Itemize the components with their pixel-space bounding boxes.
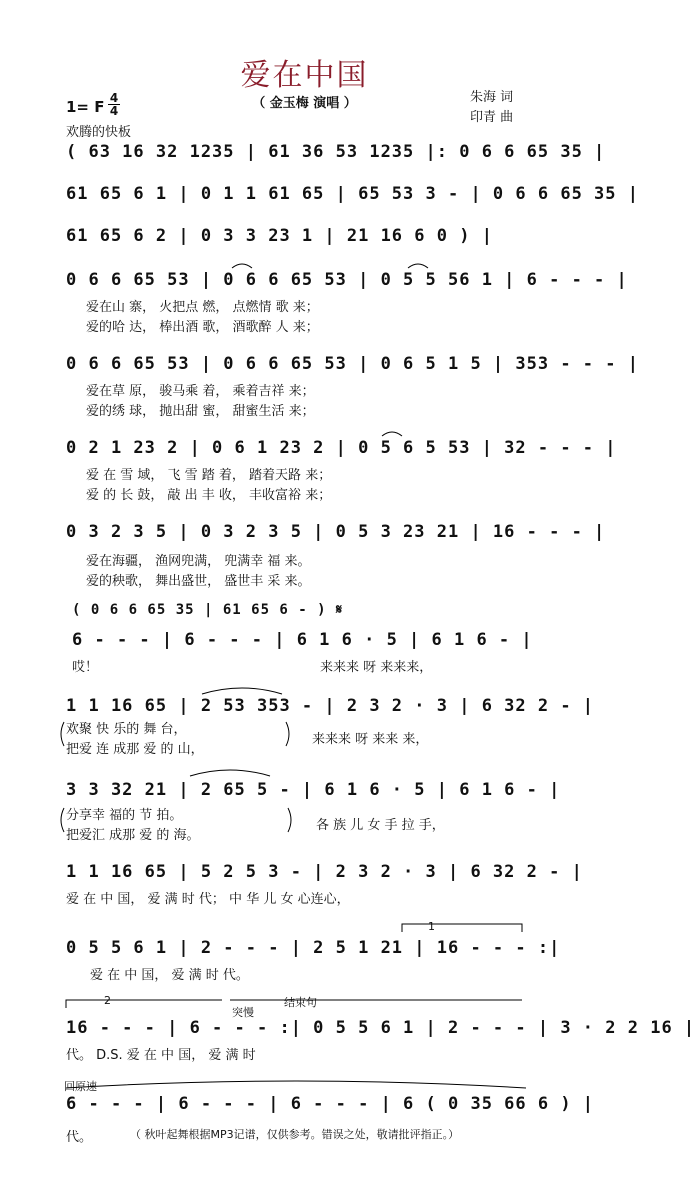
lyric-line-12: 把爱 连 成那 爱 的 山， xyxy=(66,742,204,757)
time-signature-top: 4 xyxy=(109,91,119,105)
slur-5 xyxy=(190,770,270,776)
notation-line-5: 0 6 6 65 53 | 0 6 6 65 53 | 0 6 5 1 5 | 353 - - - | xyxy=(66,354,639,374)
lyric-line-9: 哎！ xyxy=(72,660,99,675)
lyric-line-7: 爱在海疆， 渔网兜满， 兜满幸 福 来。 xyxy=(86,554,311,569)
slur-2 xyxy=(408,264,428,268)
singer-credit: （ 金玉梅 演唱 ） xyxy=(252,96,357,111)
notation-line-9: 1 1 16 65 | 2 53 353 - | 2 3 2 · 3 | 6 32 2 - | xyxy=(66,696,595,716)
notation-line-10: 3 3 32 21 | 2 65 5 - | 6 1 6 · 5 | 6 1 6 - | xyxy=(66,780,561,800)
volta-1-bracket xyxy=(402,924,522,932)
lyric-line-15: 把爱汇 成那 爱 的 海。 xyxy=(66,828,200,843)
page-title: 爱在中国 xyxy=(240,58,369,93)
ending-marking: 结束句 xyxy=(284,996,317,1009)
notation-line-3: 61 65 6 2 | 0 3 3 23 1 | 21 16 6 0 ) | xyxy=(66,226,493,246)
lyric-line-20: 代。 xyxy=(66,1130,93,1145)
lyric-line-14: 分享幸 福的 节 拍。 xyxy=(66,808,183,823)
time-signature-bottom: 4 xyxy=(109,104,119,118)
left-brace-2 xyxy=(61,808,64,832)
notation-line-6: 0 2 1 23 2 | 0 6 1 23 2 | 0 5 6 5 53 | 32 - - - | xyxy=(66,438,617,458)
notation-line-2: 61 65 6 1 | 0 1 1 61 65 | 65 53 3 - | 0 6 6 65 35 | xyxy=(66,184,639,204)
composer-credit: 印青 曲 xyxy=(470,110,514,125)
slur-3 xyxy=(382,432,402,436)
notation-line-11: 1 1 16 65 | 5 2 5 3 - | 2 3 2 · 3 | 6 32 2 - | xyxy=(66,862,583,882)
notation-line-12: 0 5 5 6 1 | 2 - - - | 2 5 1 21 | 16 - - - :| xyxy=(66,938,561,958)
footnote: （ 秋叶起舞根据MP3记谱，仅供参考。错误之处，敬请批评指正。） xyxy=(130,1128,460,1141)
long-tie xyxy=(66,1081,526,1088)
lyric-line-17: 爱 在 中 国， 爱 满 时 代； 中 华 儿 女 心连心， xyxy=(66,892,350,907)
tempo-marking: 欢腾的快板 xyxy=(66,125,132,140)
lyricist-credit: 朱海 词 xyxy=(470,90,514,105)
lyric-line-3: 爱在草 原， 骏马乘 着， 乘着吉祥 来； xyxy=(86,384,315,399)
lyric-line-2: 爱的哈 达， 棒出酒 歌， 酒歌醉 人 来； xyxy=(86,320,319,335)
slur-1 xyxy=(232,264,252,268)
notation-line-13: 16 - - - | 6 - - - :| 0 5 5 6 1 | 2 - - - | 3 · 2 2 16 | xyxy=(66,1018,695,1038)
right-brace-1 xyxy=(286,722,289,746)
lyric-line-8: 爱的秧歌， 舞出盛世， 盛世丰 采 来。 xyxy=(86,574,311,589)
lyric-line-1: 爱在山 寨， 火把点 燃， 点燃情 歌 来； xyxy=(86,300,319,315)
back-tempo-marking: 回原速 xyxy=(64,1080,97,1093)
volta-2-label: 2 xyxy=(104,994,111,1007)
lyric-line-18: 爱 在 中 国， 爱 满 时 代。 xyxy=(90,968,249,983)
lyric-line-13: 来来来 呀 来来 来， xyxy=(312,732,429,747)
slow-marking: 突慢 xyxy=(232,1006,254,1019)
slur-4 xyxy=(202,688,282,694)
lyric-line-5: 爱 在 雪 域， 飞 雪 踏 着， 踏着天路 来； xyxy=(86,468,332,483)
lyric-line-4: 爱的绣 球， 抛出甜 蜜， 甜蜜生活 来； xyxy=(86,404,315,419)
notation-line-4: 0 6 6 65 53 | 0 6 6 65 53 | 0 5 5 56 1 | 6 - - - | xyxy=(66,270,628,290)
lyric-line-6: 爱 的 长 鼓， 敲 出 丰 收， 丰收富裕 来； xyxy=(86,488,332,503)
volta-2-bracket xyxy=(66,1000,222,1008)
lyric-line-10: 来来来 呀 来来来， xyxy=(320,660,433,675)
notation-line-8: 6 - - - | 6 - - - | 6 1 6 · 5 | 6 1 6 - | xyxy=(72,630,533,650)
notation-line-7: 0 3 2 3 5 | 0 3 2 3 5 | 0 5 3 23 21 | 16 - - - | xyxy=(66,522,606,542)
interlude-line: ( 0 6 6 65 35 | 61 65 6 - ) 𝄋 xyxy=(72,602,344,618)
right-brace-2 xyxy=(288,808,291,832)
left-brace-1 xyxy=(61,722,64,746)
volta-1-label: 1 xyxy=(428,920,435,933)
notation-line-1: ( 63 16 32 1235 | 61 36 53 1235 |: 0 6 6 65 35 | xyxy=(66,142,606,162)
lyric-line-11: 欢聚 快 乐的 舞 台， xyxy=(66,722,187,737)
lyric-line-16: 各 族 儿 女 手 拉 手， xyxy=(316,818,445,833)
notation-line-14: 6 - - - | 6 - - - | 6 - - - | 6 ( 0 35 66 6 ) | xyxy=(66,1094,595,1114)
lyric-line-19: 代。 D.S. 爱 在 中 国， 爱 满 时 xyxy=(66,1048,256,1063)
key-signature: 1= F xyxy=(66,98,105,116)
